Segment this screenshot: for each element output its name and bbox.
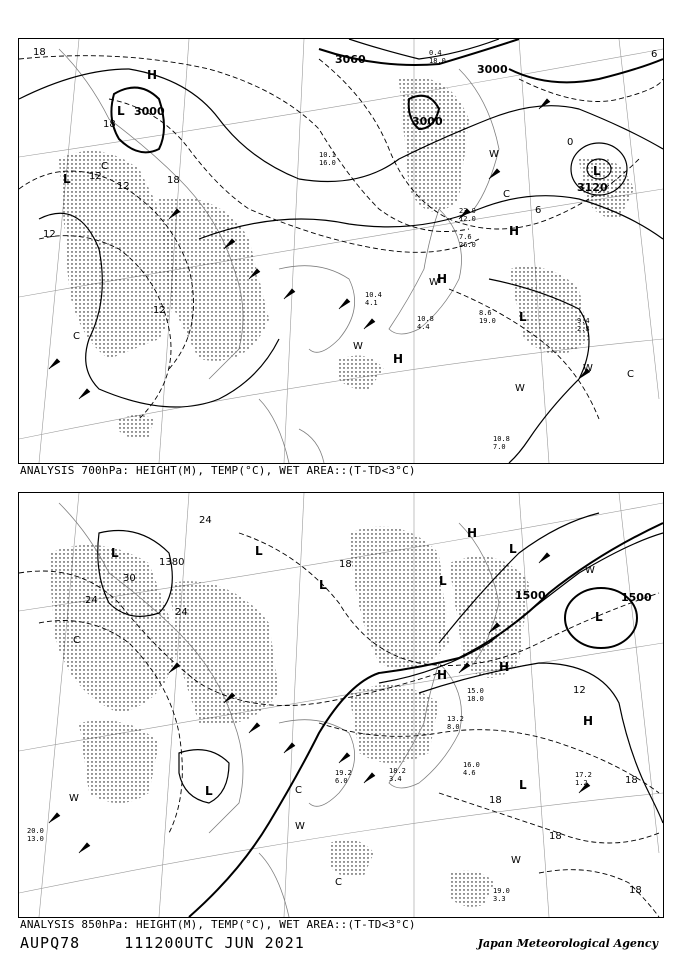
svg-text:18: 18 (103, 119, 116, 130)
svg-text:13.0: 13.0 (27, 835, 44, 843)
svg-text:L: L (319, 578, 327, 592)
svg-text:H: H (437, 668, 448, 682)
svg-text:W: W (353, 341, 363, 352)
svg-text:H: H (437, 272, 448, 286)
svg-text:W: W (489, 149, 499, 160)
map-700hpa-svg (19, 39, 663, 463)
svg-text:18: 18 (489, 795, 502, 806)
svg-text:19.0: 19.0 (493, 887, 510, 895)
map-850hpa-svg (19, 493, 663, 917)
svg-text:6: 6 (651, 49, 658, 60)
svg-text:18.2: 18.2 (389, 767, 406, 775)
svg-text:L: L (519, 778, 527, 792)
svg-text:W: W (515, 383, 525, 394)
svg-text:16.0: 16.0 (319, 159, 336, 167)
svg-text:12: 12 (573, 685, 586, 696)
svg-text:8.0: 8.0 (447, 723, 460, 731)
svg-text:19.2: 19.2 (335, 769, 352, 777)
svg-text:18: 18 (625, 775, 638, 786)
svg-text:7.6: 7.6 (459, 233, 472, 241)
svg-text:C: C (335, 877, 342, 888)
svg-text:18: 18 (629, 885, 642, 896)
svg-text:3.4: 3.4 (389, 775, 402, 783)
svg-text:0: 0 (567, 137, 574, 148)
svg-text:24: 24 (199, 515, 212, 526)
chart-code: AUPQ78 (20, 934, 81, 952)
svg-text:30: 30 (123, 573, 136, 584)
height-label: 3000 (412, 115, 443, 128)
svg-text:18: 18 (33, 47, 46, 58)
svg-text:L: L (593, 164, 601, 178)
caption-850hpa: ANALYSIS 850hPa: HEIGHT(M), TEMP(°C), WET AREA::(T-TD<3°C) (20, 918, 416, 931)
height-labels-700 (134, 53, 608, 194)
svg-text:C: C (295, 785, 302, 796)
svg-text:4.6: 4.6 (463, 769, 476, 777)
svg-text:12: 12 (153, 305, 166, 316)
svg-text:24: 24 (175, 607, 188, 618)
svg-text:H: H (509, 224, 520, 238)
svg-text:10.8: 10.8 (493, 435, 510, 443)
svg-text:10.4: 10.4 (365, 291, 382, 299)
svg-text:13.2: 13.2 (447, 715, 464, 723)
svg-text:L: L (509, 542, 517, 556)
svg-text:17.2: 17.2 (575, 771, 592, 779)
svg-text:L: L (111, 546, 119, 560)
caption-700hpa: ANALYSIS 700hPa: HEIGHT(M), TEMP(°C), WET AREA::(T-TD<3°C) (20, 464, 416, 477)
svg-text:C: C (73, 331, 80, 342)
svg-text:18: 18 (549, 831, 562, 842)
height-label: 1500 (621, 591, 652, 604)
svg-text:18.0: 18.0 (467, 695, 484, 703)
svg-text:W: W (295, 821, 305, 832)
svg-text:W: W (69, 793, 79, 804)
svg-text:L: L (595, 610, 603, 624)
svg-text:26.0: 26.0 (459, 241, 476, 249)
svg-text:12: 12 (43, 229, 56, 240)
svg-text:H: H (147, 68, 158, 82)
svg-text:W: W (585, 565, 595, 576)
bold-contours-700 (111, 39, 663, 152)
svg-text:W: W (429, 277, 439, 288)
svg-text:12: 12 (89, 171, 102, 182)
agency-name: Japan Meteorological Agency (477, 937, 658, 950)
svg-text:H: H (583, 714, 594, 728)
height-label: 1500 (515, 589, 546, 602)
wet-area-700 (59, 77, 634, 438)
svg-text:9.4: 9.4 (577, 317, 590, 325)
svg-text:4.1: 4.1 (365, 299, 378, 307)
svg-text:12: 12 (117, 181, 130, 192)
svg-text:C: C (101, 161, 108, 172)
svg-text:C: C (503, 189, 510, 200)
height-label: 1380 (159, 557, 185, 568)
svg-text:20.0: 20.0 (27, 827, 44, 835)
height-label: 3060 (335, 53, 366, 66)
svg-text:8.6: 8.6 (479, 309, 492, 317)
valid-time: 111200UTC JUN 2021 (124, 934, 305, 952)
svg-text:16.0: 16.0 (463, 761, 480, 769)
height-label: 3000 (477, 63, 508, 76)
svg-text:10.1: 10.1 (319, 151, 336, 159)
svg-text:15.0: 15.0 (467, 687, 484, 695)
svg-text:W: W (511, 855, 521, 866)
svg-text:3.3: 3.3 (493, 895, 506, 903)
svg-text:H: H (393, 352, 404, 366)
map-panel-700hpa (18, 38, 664, 464)
svg-text:H: H (467, 526, 478, 540)
svg-text:18: 18 (167, 175, 180, 186)
svg-text:6: 6 (535, 205, 542, 216)
svg-text:18: 18 (339, 559, 352, 570)
svg-text:L: L (117, 104, 125, 118)
svg-text:L: L (205, 784, 213, 798)
svg-text:0.4: 0.4 (429, 49, 442, 57)
svg-text:24: 24 (85, 595, 98, 606)
svg-text:23.0: 23.0 (459, 207, 476, 215)
svg-text:10.8: 10.8 (417, 315, 434, 323)
height-label: 3120 (577, 181, 608, 194)
svg-text:1.2: 1.2 (575, 779, 588, 787)
svg-text:4.4: 4.4 (417, 323, 430, 331)
svg-text:L: L (63, 172, 71, 186)
svg-text:C: C (627, 369, 634, 380)
svg-text:19.0: 19.0 (479, 317, 496, 325)
svg-text:18.0: 18.0 (429, 57, 446, 65)
height-label: 3000 (134, 105, 165, 118)
svg-text:12.0: 12.0 (459, 215, 476, 223)
map-panel-850hpa (18, 492, 664, 918)
svg-text:7.0: 7.0 (493, 443, 506, 451)
chart-id (20, 934, 305, 952)
svg-text:L: L (519, 310, 527, 324)
svg-text:6.0: 6.0 (335, 777, 348, 785)
svg-text:2.8: 2.8 (577, 325, 590, 333)
svg-text:C: C (73, 635, 80, 646)
svg-text:L: L (439, 574, 447, 588)
svg-text:W: W (583, 363, 593, 374)
svg-text:L: L (255, 544, 263, 558)
svg-text:H: H (499, 660, 510, 674)
